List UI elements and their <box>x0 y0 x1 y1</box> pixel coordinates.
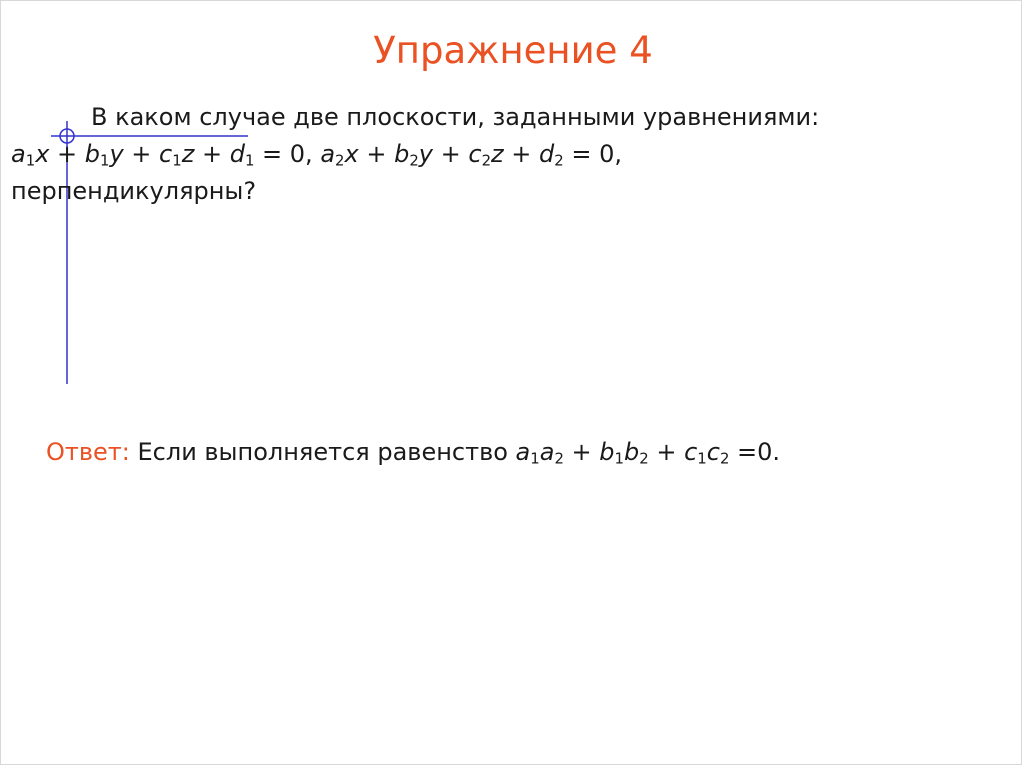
slide-title: Упражнение 4 <box>373 29 653 72</box>
math-c2: c <box>468 140 482 168</box>
math-x: x <box>344 140 359 168</box>
math-b1: b <box>84 140 100 168</box>
sub-2: 2 <box>409 151 419 170</box>
math-b2: b <box>394 140 410 168</box>
sub-2: 2 <box>719 449 730 468</box>
math-x: x <box>35 140 50 168</box>
math-b2: b <box>624 438 640 466</box>
sub-1: 1 <box>25 151 36 170</box>
plus: + <box>503 140 540 168</box>
equals-zero: =0. <box>729 438 781 466</box>
math-b1: b <box>599 438 615 466</box>
sub-2: 2 <box>554 151 564 170</box>
equals-zero: = 0 <box>563 140 615 168</box>
sub-2: 2 <box>335 151 345 170</box>
sub-1: 1 <box>530 449 540 468</box>
plus: + <box>123 140 160 168</box>
question-tail: , перпендикулярны? <box>11 140 622 205</box>
plus: + <box>648 438 685 466</box>
math-c1: c <box>684 438 698 466</box>
math-y: y <box>418 140 433 168</box>
math-c1: c <box>159 140 173 168</box>
question-text <box>11 99 821 210</box>
answer-text <box>46 434 780 471</box>
answer-label: Ответ: <box>46 438 130 466</box>
equals-zero: = 0 <box>254 140 306 168</box>
math-y: y <box>109 140 124 168</box>
sub-1: 1 <box>244 151 255 170</box>
sub-2: 2 <box>481 151 492 170</box>
plus: + <box>563 438 600 466</box>
plus: + <box>49 140 85 168</box>
sub-1: 1 <box>172 151 182 170</box>
math-d1: d <box>229 140 245 168</box>
sub-1: 1 <box>614 449 624 468</box>
math-z: z <box>491 140 504 168</box>
question-lead: В каком случае две плоскости, заданными уравнениями: <box>91 103 820 131</box>
math-z: z <box>181 140 195 168</box>
answer-lead: Если выполняется равенство <box>129 438 516 466</box>
math-d2: d <box>539 140 555 168</box>
plus: + <box>358 140 395 168</box>
sub-1: 1 <box>697 449 707 468</box>
math-a1: a <box>515 438 531 466</box>
sub-2: 2 <box>554 449 564 468</box>
math-c2: c <box>706 438 720 466</box>
math-a2: a <box>539 438 555 466</box>
sub-2: 2 <box>639 449 649 468</box>
math-a1: a <box>11 140 26 168</box>
comma: , <box>305 140 321 168</box>
sub-1: 1 <box>100 151 110 170</box>
plus: + <box>194 140 230 168</box>
math-a2: a <box>320 140 336 168</box>
plus: + <box>432 140 469 168</box>
